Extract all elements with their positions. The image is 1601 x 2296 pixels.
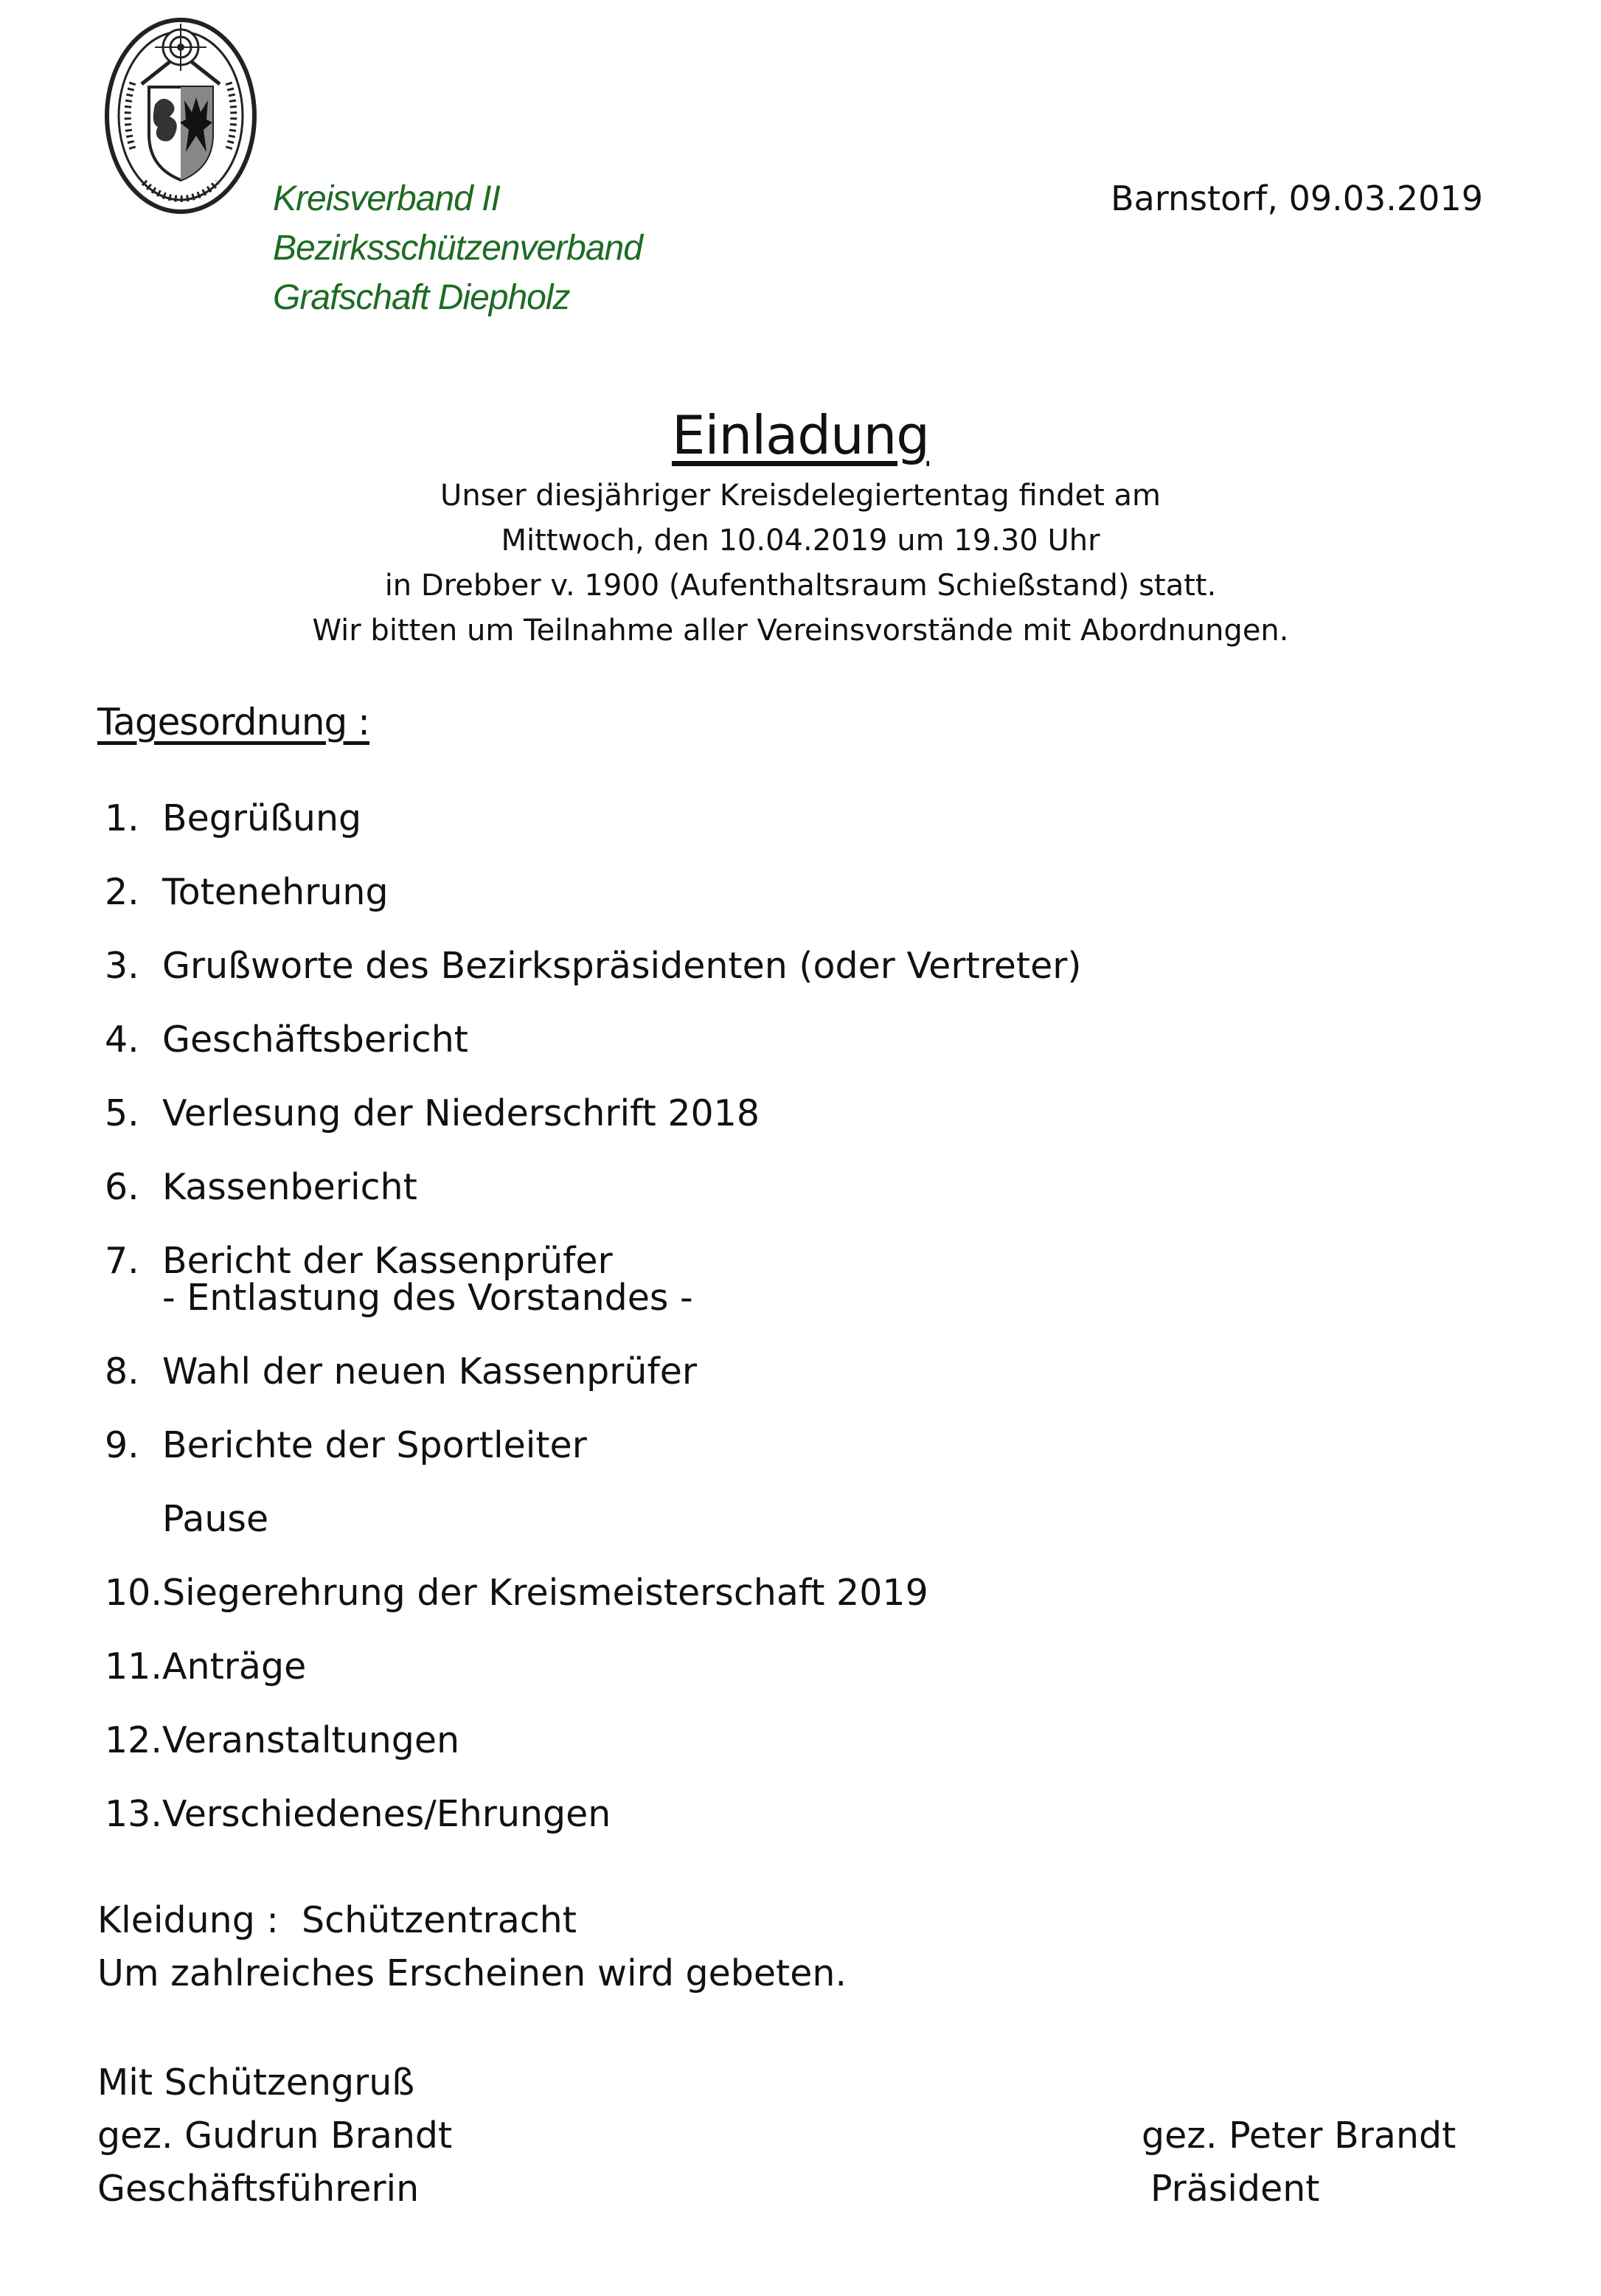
agenda-number: 7. — [105, 1240, 139, 1282]
agenda-subtext: - Entlastung des Vorstandes - — [162, 1277, 693, 1319]
signer-role-right: Präsident — [1150, 2168, 1320, 2210]
agenda-text: Totenehrung — [162, 871, 389, 913]
agenda-number: 5. — [105, 1092, 139, 1134]
agenda-text: Anträge — [162, 1645, 307, 1688]
org-line-3: Grafschaft Diepholz — [273, 278, 570, 317]
agenda-text: Bericht der Kassenprüfer — [162, 1240, 613, 1282]
agenda-text: Siegerehrung der Kreismeisterschaft 2019 — [162, 1572, 928, 1614]
dress-code: Kleidung : Schützentracht — [97, 1899, 577, 1941]
signer-name-left: gez. Gudrun Brandt — [97, 2115, 453, 2157]
agenda-text: Veranstaltungen — [162, 1719, 460, 1761]
agenda-number: 12. — [105, 1719, 162, 1761]
org-line-1: Kreisverband II — [273, 179, 500, 218]
agenda-number: 13. — [105, 1793, 162, 1835]
attendance-request: Um zahlreiches Erscheinen wird gebeten. — [97, 1952, 847, 1994]
agenda-number: 6. — [105, 1166, 139, 1208]
agenda-number: 4. — [105, 1019, 139, 1061]
intro-line: Unser diesjähriger Kreisdelegiertentag findet am — [440, 479, 1161, 513]
invitation-intro — [0, 474, 1601, 653]
page-title: Einladung — [672, 404, 929, 466]
agenda-number: 1. — [105, 797, 139, 839]
signature-right — [1142, 2109, 1456, 2216]
agenda-heading: Tagesordnung : — [97, 701, 370, 743]
footer-notes — [97, 1894, 847, 2000]
agenda-text: Begrüßung — [162, 797, 362, 839]
agenda-text: Kassenbericht — [162, 1166, 417, 1208]
intro-line: Mittwoch, den 10.04.2019 um 19.30 Uhr — [501, 524, 1100, 558]
signer-name-right: gez. Peter Brandt — [1142, 2115, 1456, 2157]
agenda-text: Wahl der neuen Kassenprüfer — [162, 1350, 697, 1392]
intro-line: Wir bitten um Teilnahme aller Vereinsvorstände mit Abordnungen. — [312, 614, 1289, 648]
signer-role-left: Geschäftsführerin — [97, 2168, 420, 2210]
letter-date: Barnstorf, 09.03.2019 — [1111, 178, 1483, 218]
agenda-number: 11. — [105, 1645, 162, 1688]
greeting: Mit Schützengruß — [97, 2061, 415, 2103]
agenda-text: Geschäftsbericht — [162, 1019, 469, 1061]
agenda-text: Grußworte des Bezirkspräsidenten (oder Vertreter) — [162, 945, 1082, 987]
agenda-text: Verlesung der Niederschrift 2018 — [162, 1092, 760, 1134]
agenda-number: 8. — [105, 1350, 139, 1392]
agenda-number: 3. — [105, 945, 139, 987]
org-line-2: Bezirksschützenverband — [273, 229, 642, 268]
agenda-text: Verschiedenes/Ehrungen — [162, 1793, 611, 1835]
club-logo — [103, 16, 258, 215]
agenda-text: Berichte der Sportleiter — [162, 1424, 587, 1466]
agenda-number: 10. — [105, 1572, 162, 1614]
organization-header — [273, 174, 642, 322]
agenda-text: Pause — [162, 1498, 269, 1540]
agenda-number: 9. — [105, 1424, 139, 1466]
intro-line: in Drebber v. 1900 (Aufenthaltsraum Schießstand) statt. — [384, 569, 1217, 603]
agenda-number: 2. — [105, 871, 139, 913]
signature-left — [97, 2056, 452, 2216]
